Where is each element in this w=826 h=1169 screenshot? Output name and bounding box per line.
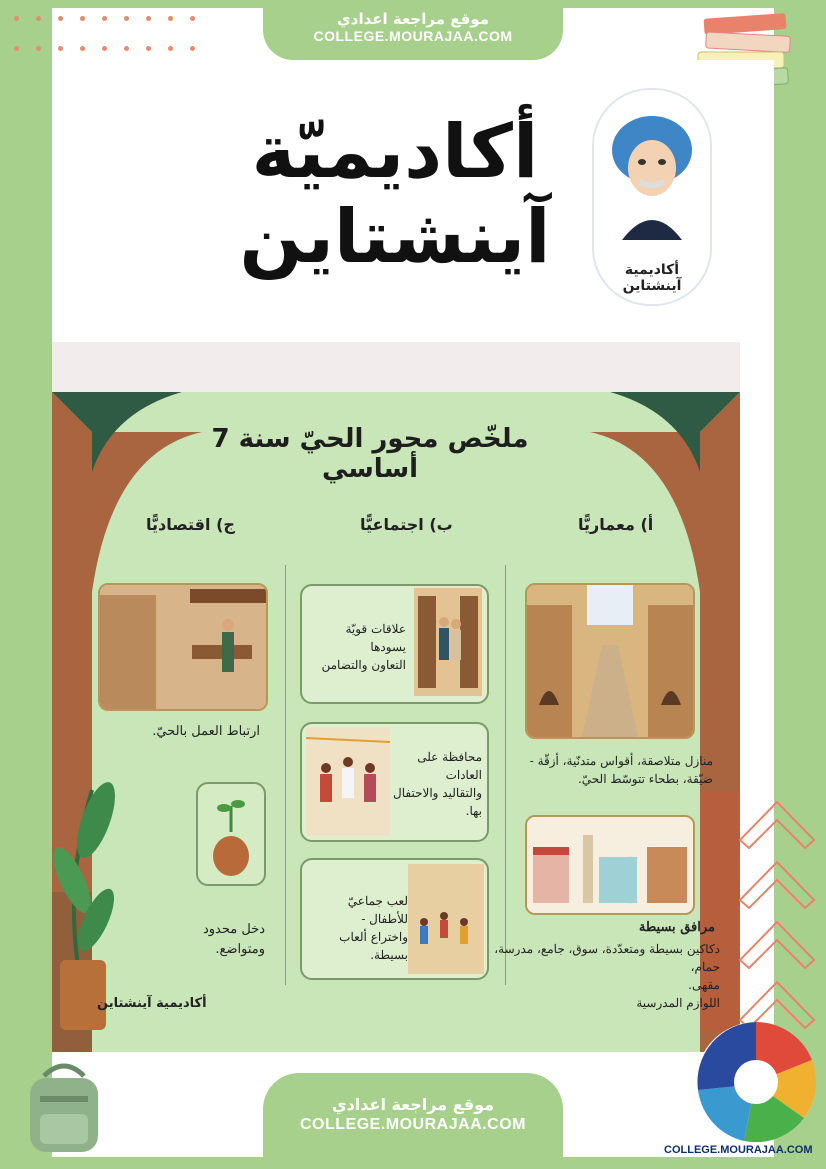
games-line-2: واختراع ألعاب بسيطة. <box>339 930 408 962</box>
neighbors-handshake-icon <box>414 588 482 696</box>
old-alley-icon <box>527 585 693 737</box>
backpack-icon <box>14 1056 114 1156</box>
column-heading-architectural: أ) معماريًّا <box>578 515 654 534</box>
logo-caption: أكاديمية آينشتاين <box>622 262 682 294</box>
academy-logo <box>592 88 712 306</box>
school-supplies-logo-icon <box>694 1020 818 1144</box>
facilities-line-1: دكاكين بسيطة ومتعدّدة، سوق، جامع، مدرسة، حمام، <box>494 942 720 974</box>
economic-work-note: ارتباط العمل بالحيّ. <box>152 724 260 739</box>
column-heading-economic: ج) اقتصاديًّا <box>146 515 235 534</box>
footer-site-url[interactable]: COLLEGE.MOURAJAA.COM <box>300 1116 526 1133</box>
houses-line-2: ضيّقة، بطحاء تتوسّط الحيّ. <box>577 772 713 786</box>
worksheet-footer-label: أكاديمية آينشتاين <box>97 996 207 1011</box>
alley-image <box>525 583 695 739</box>
games-line-1: لعب جماعيّ للأطفال - <box>347 894 408 926</box>
footer-site-arabic: موقع مراجعة اعدادي <box>331 1095 495 1114</box>
architectural-houses-note <box>508 752 713 788</box>
dots-row-2 <box>0 46 200 56</box>
economic-income-note: دخل محدود ومتواضع. <box>202 922 265 957</box>
academy-title: أكاديميّة آينشتاين <box>239 109 551 281</box>
traditions-line-2: والتقاليد والاحتفال بها. <box>393 786 482 818</box>
column-divider-2 <box>505 565 506 985</box>
relations-line-2: التعاون والتضامن <box>321 658 406 672</box>
social-traditions-card <box>300 722 489 842</box>
worksheet-title: ملخّص محور الحيّ سنة 7 أساسي <box>211 424 529 484</box>
header-site-url[interactable]: COLLEGE.MOURAJAA.COM <box>313 28 513 44</box>
panel-top-strip <box>52 342 740 392</box>
social-games-card <box>300 858 489 980</box>
header-site-badge[interactable] <box>263 0 563 60</box>
header-site-arabic: موقع مراجعة اعدادي <box>337 10 489 28</box>
shops-and-mosque-icon <box>527 817 693 913</box>
dots-row-1 <box>0 16 200 26</box>
facilities-image <box>525 815 695 915</box>
relations-line-1: علاقات قويّة يسودها <box>345 622 406 654</box>
column-divider-1 <box>285 565 286 985</box>
houses-line-1: منازل متلاصقة، أقواس متدنّية، أزقّة - <box>529 754 713 768</box>
traditions-note <box>392 748 482 820</box>
facilities-line-3: اللوازم المدرسية <box>636 996 720 1010</box>
workshop-image <box>98 583 268 711</box>
facilities-title: مرافق بسيطة <box>638 920 715 935</box>
craftsman-shop-icon <box>100 585 266 709</box>
potted-plant-icon <box>52 730 122 1030</box>
celebration-icon <box>306 728 390 836</box>
facilities-note <box>470 940 720 1012</box>
relations-note <box>308 620 406 674</box>
games-note <box>306 892 408 964</box>
money-pouch-plant-icon <box>198 784 264 884</box>
income-card <box>196 782 266 886</box>
facilities-line-2: مقهى. <box>688 978 720 992</box>
children-playing-icon <box>408 864 484 974</box>
social-relations-card <box>300 584 489 704</box>
logo-site-url[interactable]: COLLEGE.MOURAJAA.COM <box>664 1144 813 1156</box>
footer-site-badge[interactable] <box>263 1073 563 1169</box>
einstein-portrait-icon <box>594 90 710 260</box>
traditions-line-1: محافظة على العادات <box>417 750 482 782</box>
column-heading-social: ب) اجتماعيًّا <box>360 515 453 534</box>
frame-left <box>0 0 52 1169</box>
